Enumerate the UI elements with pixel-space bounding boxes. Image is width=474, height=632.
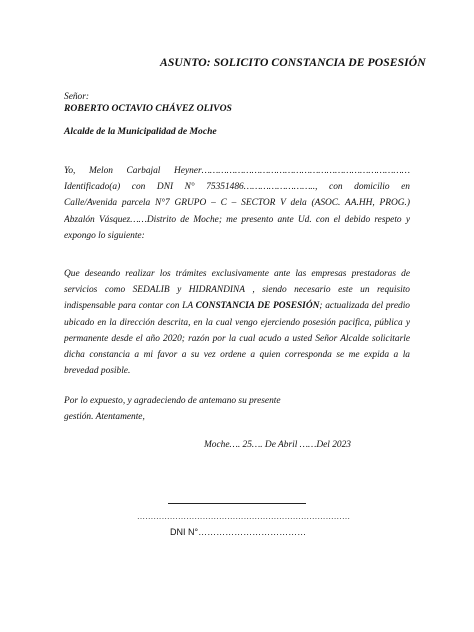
identification-paragraph: [64, 163, 410, 244]
paragraph-line: brevedad posible.: [64, 366, 131, 377]
paragraph-line: Por lo expuesto, y agradeciendo de antemano su presente: [64, 396, 281, 406]
closing-paragraph: [64, 393, 410, 425]
paragraph-line: gestión. Atentamente,: [64, 412, 145, 423]
constancia-bold-text: CONSTANCIA DE POSESIÓN: [195, 301, 320, 312]
paragraph-line: Abzalón Vásquez……Distrito de Moche; me presento ante Ud. con el debido respeto y: [64, 214, 410, 225]
paragraph-line: permanente desde el año 2020; razón por la cual acudo a usted Señor Alcalde solicitarle: [64, 333, 410, 344]
place-date-line: Moche…. 25…. De Abril ……Del 2023: [204, 440, 351, 450]
name-dotted-line: ……………………………………………………………………: [137, 512, 351, 521]
paragraph-line: dicha constancia a mi favor a su vez ordene a quien corresponda se me expida a la: [64, 350, 410, 361]
paragraph-line: expongo lo siguiente:: [64, 230, 145, 241]
paragraph-line: servicios como SEDALIB y HIDRANDINA , siendo necesario este un requisito: [64, 285, 410, 296]
recipient-name: ROBERTO OCTAVIO CHÁVEZ OLIVOS: [64, 103, 232, 114]
request-paragraph: [64, 266, 410, 379]
paragraph-line: Calle/Avenida parcela N°7 GRUPO – C – SECTOR V dela (ASOC. AA.HH, PROG.): [64, 198, 410, 209]
recipient-title: Alcalde de la Municipalidad de Moche: [64, 126, 217, 137]
document-subject: ASUNTO: SOLICITO CONSTANCIA DE POSESIÓN: [160, 56, 426, 69]
dni-field: DNI N°………………………………: [170, 527, 307, 537]
salutation: Señor:: [64, 92, 89, 102]
paragraph-text: indispensable para contar con LA: [64, 301, 196, 312]
paragraph-line: ubicado en la dirección descrita, en la cual vengo ejerciendo posesión pacifica, pública y: [64, 317, 410, 328]
paragraph-line: Identificado(a) con DNI N° 75351486…………………….., con domicilio en: [64, 182, 410, 193]
paragraph-text: ; actualizada del predio: [319, 301, 410, 312]
signature-line: [168, 503, 306, 504]
paragraph-line: Que deseando realizar los trámites exclusivamente ante las empresas prestadoras de: [64, 269, 410, 279]
paragraph-line: [64, 298, 410, 314]
paragraph-line: Yo, Melon Carbajal Heyner…………………………………………………………………: [64, 166, 410, 176]
